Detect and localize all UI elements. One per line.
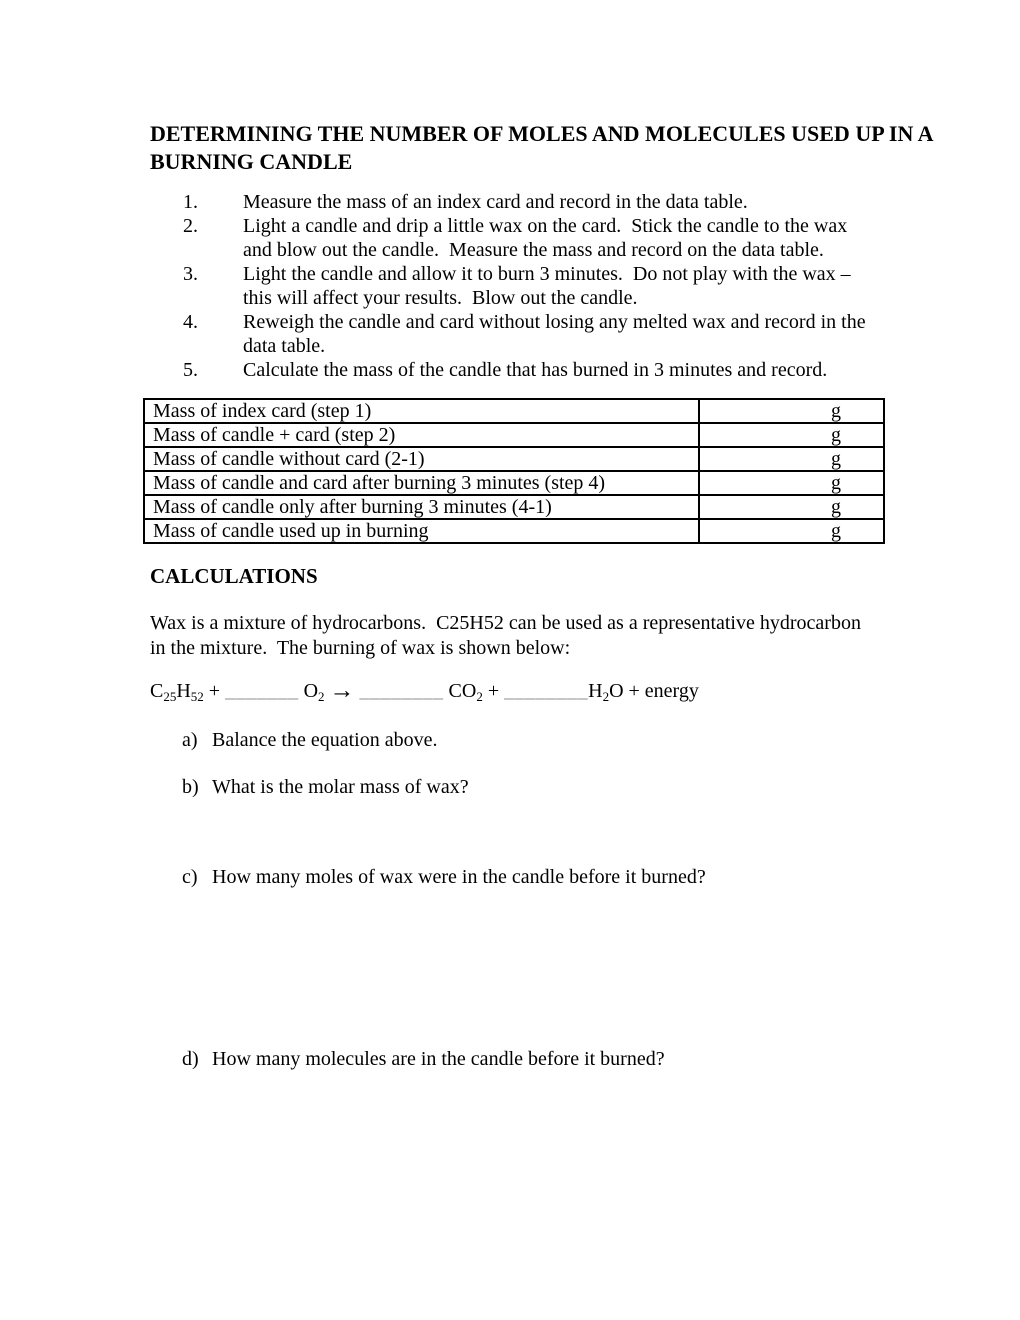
table-row [144, 399, 884, 423]
procedure-item [183, 214, 883, 262]
chemical-equation [150, 678, 890, 704]
row-label-cell: Mass of index card (step 1) [144, 399, 699, 423]
document-title-line: DETERMINING THE NUMBER OF MOLES AND MOLECULES USED UP IN A [150, 121, 934, 146]
procedure-item [183, 310, 883, 358]
formula-oxygen: $O_2$ [303, 680, 325, 704]
formula-carbon-dioxide: $CO_2$ [448, 680, 483, 704]
item-text: Reweigh the candle and card without losing any melted wax and record in the data table. [243, 311, 866, 357]
table-row [144, 423, 884, 447]
question-text: How many molecules are in the candle before it burned? [212, 1048, 665, 1070]
item-number: 1. [183, 191, 198, 213]
unit-cell: g [699, 447, 884, 471]
question-item [182, 1047, 665, 1071]
question-label: b) [182, 776, 199, 798]
question-item [182, 728, 437, 752]
item-number: 4. [183, 311, 198, 333]
table-row [144, 495, 884, 519]
row-label-cell: Mass of candle + card (step 2) [144, 423, 699, 447]
coefficient-blank: ________ [359, 680, 444, 702]
unit-cell: g [699, 519, 884, 543]
item-text: Measure the mass of an index card and record in the data table. [243, 191, 748, 213]
question-label: d) [182, 1048, 199, 1070]
table-row [144, 471, 884, 495]
calculations-heading: CALCULATIONS [150, 564, 318, 588]
coefficient-blank: _______ [225, 680, 299, 702]
item-number: 3. [183, 263, 198, 285]
plus-sign: + [482, 680, 505, 702]
item-number: 5. [183, 359, 198, 381]
unit-cell: g [699, 423, 884, 447]
question-label: a) [182, 729, 198, 751]
row-label-cell: Mass of candle used up in burning [144, 519, 699, 543]
procedure-list [183, 190, 883, 382]
item-text: Light a candle and drip a little wax on the card. Stick the candle to the wax and blow out the candle. Measure the mass and record on the data table. [243, 215, 848, 261]
data-table [143, 398, 885, 544]
document-title [150, 120, 934, 176]
coefficient-blank: ________ [504, 680, 589, 702]
item-text: Light the candle and allow it to burn 3 minutes. Do not play with the wax – this will affect your results. Blow out the candle. [243, 263, 851, 309]
unit-cell: g [699, 495, 884, 519]
reaction-arrow-icon: → [329, 677, 355, 704]
procedure-item [183, 358, 883, 382]
row-label-cell: Mass of candle only after burning 3 minutes (4-1) [144, 495, 699, 519]
procedure-item [183, 190, 883, 214]
question-item [182, 865, 706, 889]
row-label-cell: Mass of candle without card (2-1) [144, 447, 699, 471]
procedure-item [183, 262, 883, 310]
question-item [182, 775, 469, 799]
formula-water: $H_2O$ [588, 680, 624, 704]
question-text: What is the molar mass of wax? [212, 776, 469, 798]
item-text: Calculate the mass of the candle that has burned in 3 minutes and record. [243, 359, 828, 381]
question-label: c) [182, 866, 198, 888]
formula-wax: $C_{25}H_{52}$ [150, 680, 204, 704]
unit-cell: g [699, 399, 884, 423]
question-text: Balance the equation above. [212, 729, 438, 751]
table-row [144, 447, 884, 471]
unit-cell: g [699, 471, 884, 495]
document-title-line: BURNING CANDLE [150, 149, 353, 174]
plus-sign: + [203, 680, 226, 702]
row-label-cell: Mass of candle and card after burning 3 minutes (step 4) [144, 471, 699, 495]
intro-paragraph: Wax is a mixture of hydrocarbons. C25H52 can be used as a representative hydrocarbon in the mixture. The burning of wax is shown below: [150, 612, 861, 659]
question-text: How many moles of wax were in the candle before it burned? [212, 866, 706, 888]
item-number: 2. [183, 215, 198, 237]
energy-term: + energy [623, 680, 699, 702]
table-row [144, 519, 884, 543]
